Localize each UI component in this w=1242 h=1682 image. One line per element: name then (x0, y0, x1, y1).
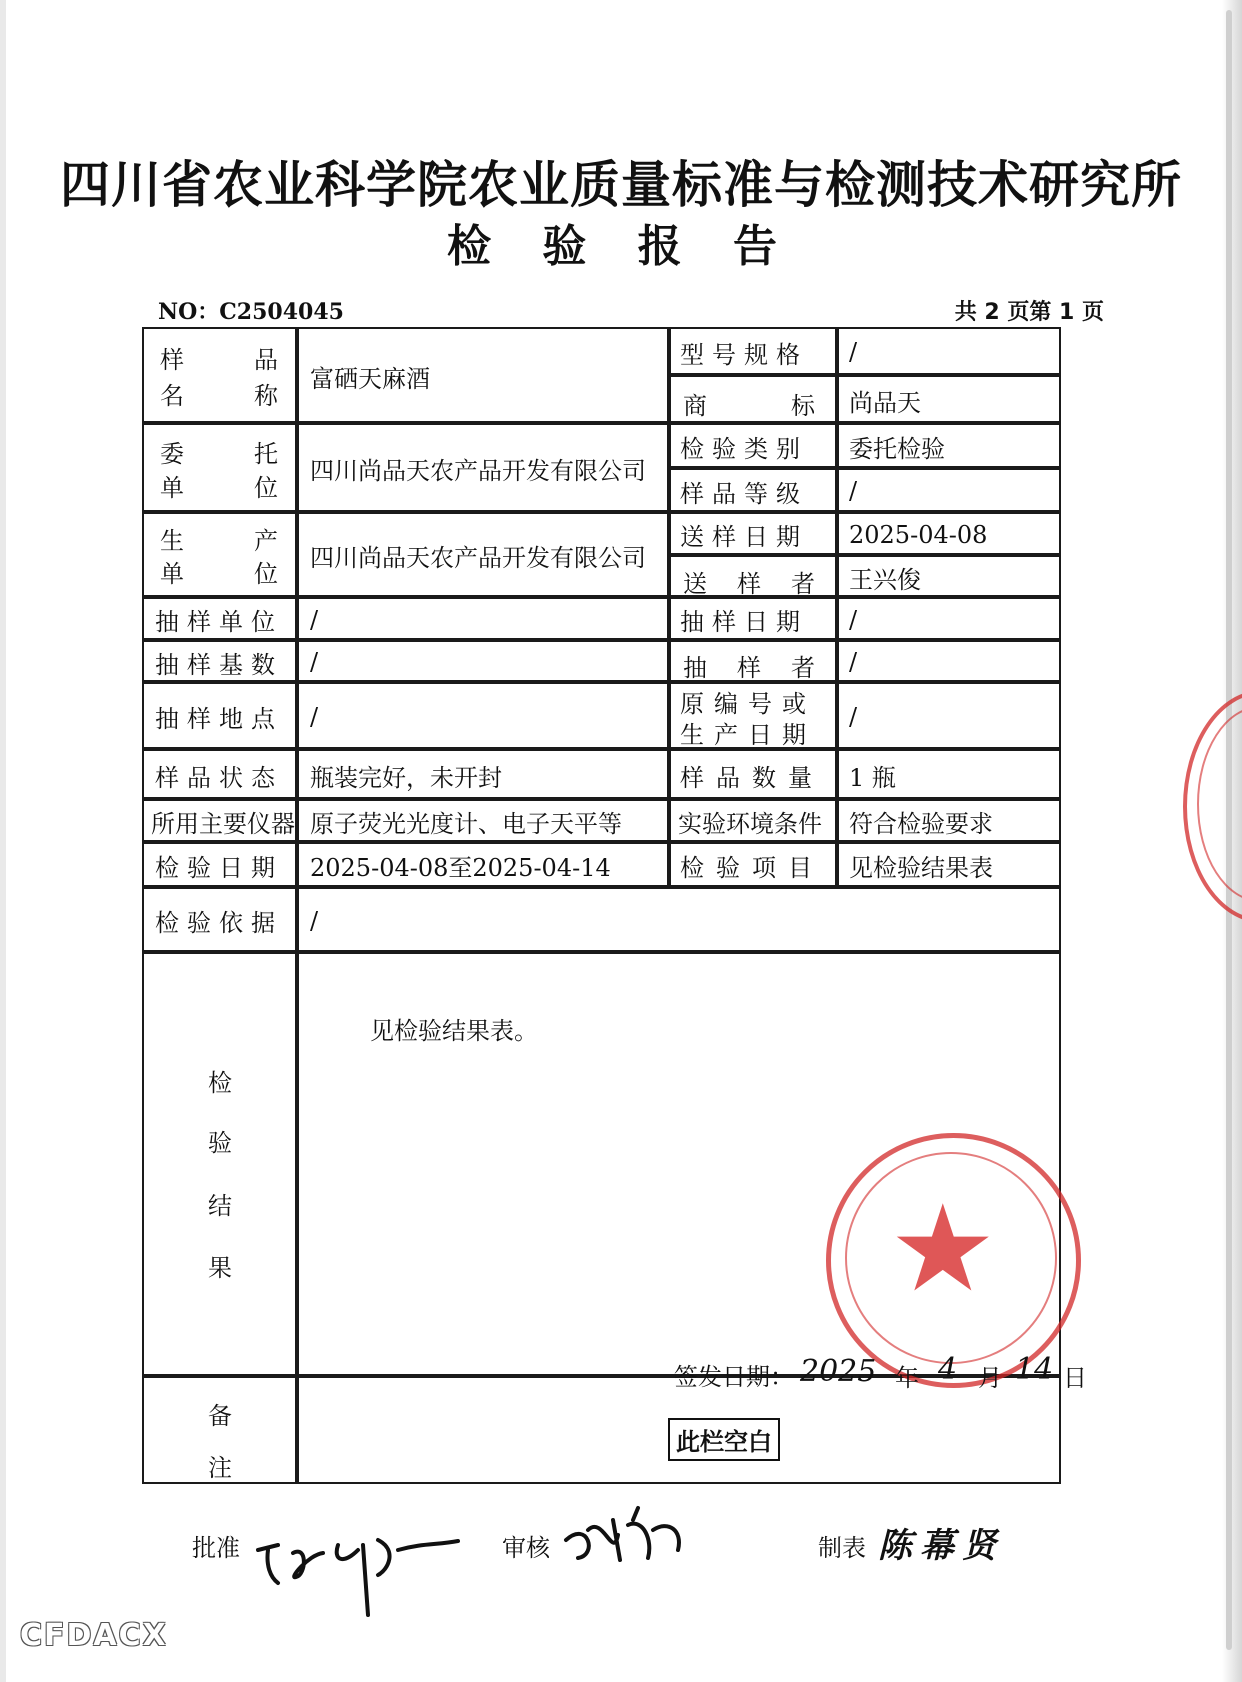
producer-label-1: 生 (160, 527, 184, 555)
model-spec: / (849, 338, 858, 366)
issue-day: 14 (1015, 1352, 1054, 1387)
producer-name: 四川尚品天农产品开发有限公司 (310, 544, 646, 572)
client-label-2: 托 (254, 440, 278, 468)
original-no-label-1: 原编号或 (680, 689, 816, 718)
issue-month: 4 (938, 1352, 958, 1387)
approve-label: 批准 (192, 1534, 240, 1562)
sample-name-label-3: 名 (160, 382, 184, 410)
sampler-label-2: 样 (737, 654, 761, 682)
inspection-type-label: 检验类别 (680, 435, 808, 463)
issue-day-unit: 日 (1063, 1364, 1087, 1392)
sampling-unit-label: 抽样单位 (155, 608, 283, 636)
deliverer-label-2: 样 (737, 570, 761, 598)
review-label: 审核 (502, 1534, 550, 1562)
institute-title: 四川省农业科学院农业质量标准与检测技术研究所 (60, 156, 1182, 214)
instruments: 原子荧光光度计、电子天平等 (310, 810, 622, 838)
inspection-seal (826, 1133, 1081, 1388)
cell (837, 640, 1061, 682)
sampler: / (849, 648, 858, 676)
client-name: 四川尚品天农产品开发有限公司 (310, 457, 646, 485)
sampling-place-label: 抽样地点 (155, 705, 283, 733)
inspection-date-label: 检验日期 (155, 854, 283, 882)
seal-star-icon: ★ (889, 1180, 997, 1319)
producer-label-3: 单 (160, 560, 184, 588)
sample-qty-label: 样品数量 (680, 763, 824, 792)
sampler-label-3: 者 (791, 654, 815, 682)
sample-name: 富硒天麻酒 (310, 364, 430, 393)
environment-label: 实验环境条件 (678, 810, 822, 838)
inspection-type: 委托检验 (849, 435, 945, 463)
instruments-label: 所用主要仪器 (151, 810, 295, 838)
sampling-unit: / (310, 605, 319, 634)
watermark: CFDACX (20, 1618, 168, 1653)
producer-label-2: 产 (254, 527, 278, 555)
cell (297, 640, 669, 682)
cell (297, 682, 669, 749)
environment: 符合检验要求 (849, 810, 993, 838)
trademark: 尚品天 (849, 388, 921, 417)
client-label-4: 位 (254, 474, 278, 502)
deliverer: 王兴俊 (849, 565, 921, 594)
cell (837, 682, 1061, 749)
issue-year-unit: 年 (895, 1364, 919, 1392)
result-label-3: 结 (208, 1192, 232, 1220)
report-number: NO：C2504045 (158, 299, 344, 325)
trademark-label-1: 商 (683, 392, 707, 420)
remarks-label-1: 备 (208, 1402, 232, 1430)
issue-date-label: 签发日期： (674, 1362, 794, 1391)
deliverer-label-3: 者 (791, 570, 815, 598)
edge-seal-inner-ring (1197, 706, 1242, 902)
inspection-items-label: 检验项目 (680, 854, 824, 882)
result-label-4: 果 (208, 1254, 232, 1282)
page-count: 共 2 页第 1 页 (954, 300, 1104, 325)
sampling-base: / (310, 648, 319, 676)
trademark-label-2: 标 (791, 392, 815, 420)
basis-label: 检验依据 (155, 909, 283, 937)
report-title: 检 验 报 告 (447, 221, 795, 272)
remarks-blank-stamp: 此栏空白 (668, 1418, 780, 1461)
prepare-label: 制表 (818, 1534, 866, 1562)
sample-grade-label: 样品等级 (680, 479, 808, 508)
producer-label-4: 位 (254, 560, 278, 588)
deliverer-label-1: 送 (683, 570, 707, 598)
sample-name-label-2: 品 (254, 346, 278, 374)
delivery-date-label: 送样日期 (680, 523, 808, 551)
sample-name-label-4: 称 (254, 382, 278, 410)
remarks-label-2: 注 (208, 1454, 232, 1482)
result-text: 见检验结果表。 (370, 1016, 538, 1045)
sampler-label-1: 抽 (683, 654, 707, 682)
issue-month-unit: 月 (978, 1364, 1002, 1392)
sampling-date-label: 抽样日期 (680, 608, 808, 636)
result-label-2: 验 (208, 1129, 232, 1157)
edge-seal (1183, 690, 1242, 923)
issue-year: 2025 (800, 1354, 877, 1389)
reviewer-signature (558, 1500, 698, 1575)
inspection-items: 见检验结果表 (849, 854, 993, 882)
client-label-1: 委 (160, 440, 184, 468)
cell (142, 952, 297, 1376)
approver-signature (248, 1505, 478, 1625)
original-no: / (849, 702, 858, 731)
cell (297, 887, 1061, 952)
preparer-signature: 陈幕贤 (878, 1526, 1004, 1566)
cell (837, 327, 1061, 375)
result-label-1: 检 (208, 1069, 232, 1097)
cell (837, 597, 1061, 640)
inspection-date: 2025-04-08至2025-04-14 (310, 854, 611, 882)
sampling-base-label: 抽样基数 (155, 650, 283, 679)
sample-state: 瓶装完好，未开封 (310, 763, 502, 792)
model-spec-label: 型号规格 (680, 340, 808, 369)
sample-name-label-1: 样 (160, 346, 184, 374)
basis: / (310, 906, 319, 935)
delivery-date: 2025-04-08 (849, 520, 988, 549)
sample-state-label: 样品状态 (155, 763, 283, 792)
sampling-place: / (310, 702, 319, 731)
sample-grade: / (849, 477, 858, 505)
client-label-3: 单 (160, 474, 184, 502)
cell (297, 597, 669, 640)
original-no-label-2: 生产日期 (680, 720, 816, 749)
sample-qty: 1 瓶 (849, 763, 896, 792)
cell (837, 468, 1061, 512)
sampling-date: / (849, 605, 858, 634)
